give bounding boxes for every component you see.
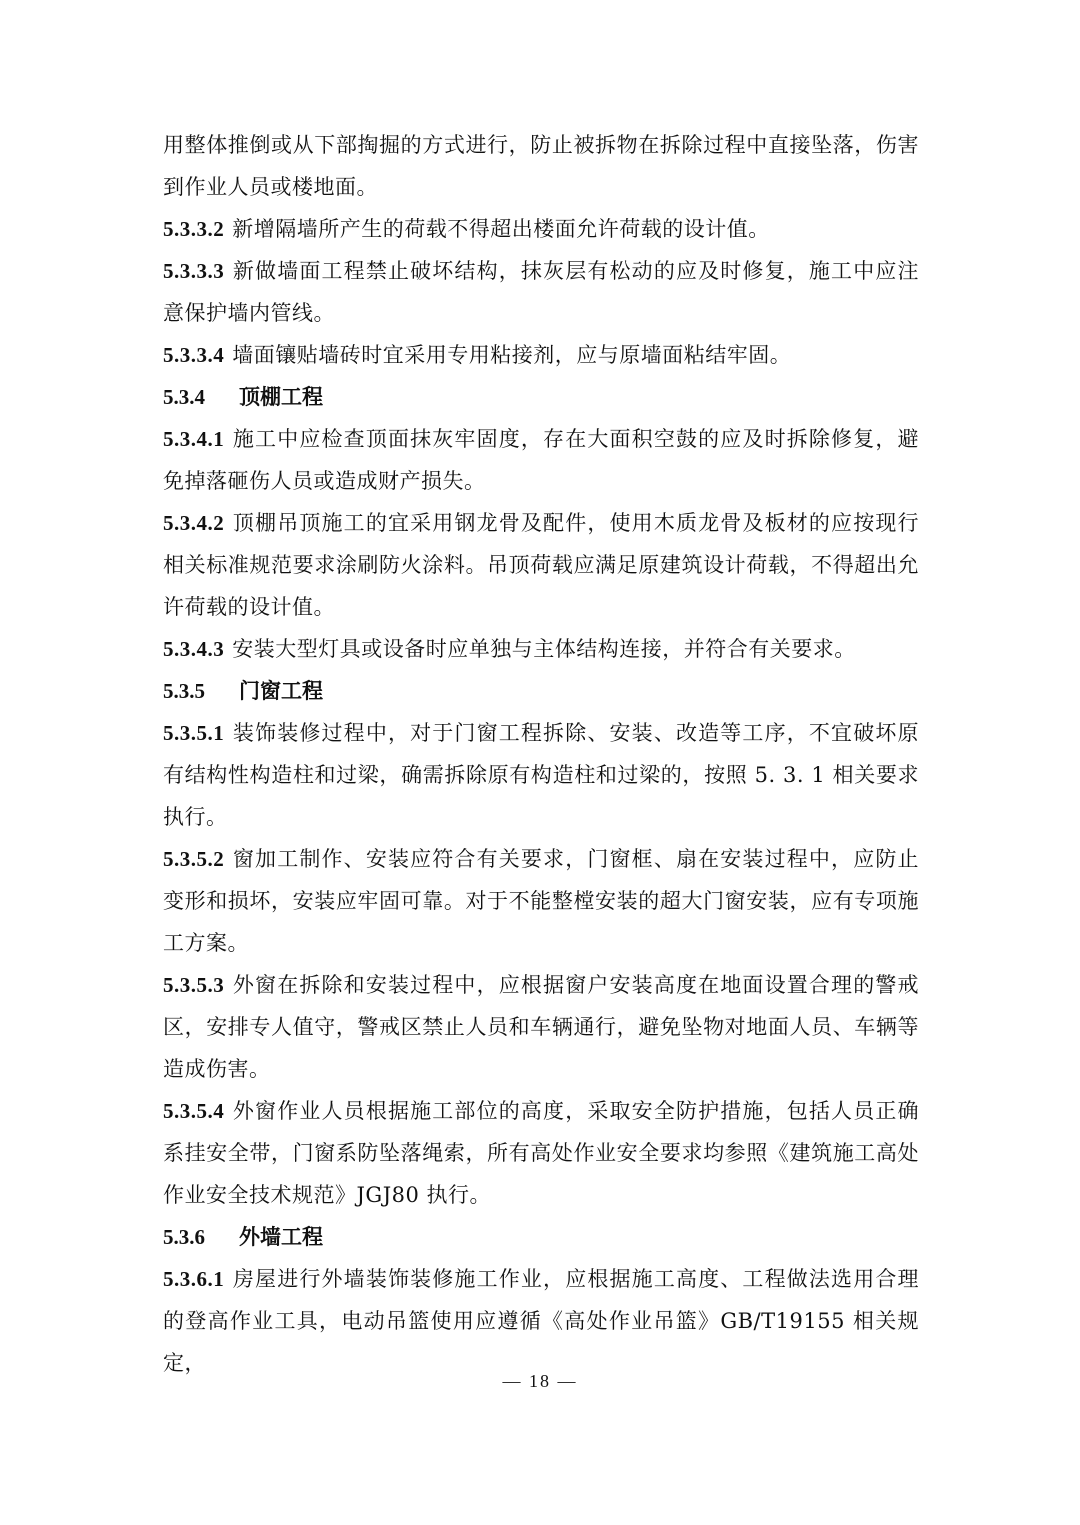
clause-number: 5.3.5.1: [163, 721, 225, 745]
paragraph-text: 用整体推倒或从下部掏掘的方式进行，防止被拆物在拆除过程中直接坠落，伤害到作业人员或楼地面。: [163, 133, 919, 199]
clause-number: 5.3.5.2: [163, 847, 225, 871]
section-title: 顶棚工程: [239, 385, 323, 409]
clause-text: 外窗作业人员根据施工部位的高度，采取安全防护措施，包括人员正确系挂安全带，门窗系防坠落绳索，所有高处作业安全要求均参照《建筑施工高处作业安全技术规范》JGJ80 执行。: [163, 1099, 919, 1207]
clause-text: 新增隔墙所产生的荷载不得超出楼面允许荷载的设计值。: [232, 217, 770, 241]
clause-5-3-3-2: [163, 208, 919, 250]
clause-5-3-6-1: [163, 1258, 919, 1384]
clause-5-3-5-3: [163, 964, 919, 1090]
section-number: 5.3.4: [163, 385, 205, 409]
clause-text: 装饰装修过程中，对于门窗工程拆除、安装、改造等工序，不宜破坏原有结构性构造柱和过梁，确需拆除原有构造柱和过梁的，按照 5. 3. 1 相关要求执行。: [163, 721, 919, 829]
clause-text: 房屋进行外墙装饰装修施工作业，应根据施工高度、工程做法选用合理的登高作业工具，电动吊篮使用应遵循《高处作业吊篮》GB/T19155 相关规定，: [163, 1267, 919, 1375]
document-page: [163, 124, 919, 1384]
clause-5-3-5-1: [163, 712, 919, 838]
clause-number: 5.3.3.3: [163, 259, 225, 283]
section-title: 门窗工程: [239, 679, 323, 703]
clause-5-3-4-1: [163, 418, 919, 502]
clause-number: 5.3.6.1: [163, 1267, 225, 1291]
clause-text: 施工中应检查顶面抹灰牢固度，存在大面积空鼓的应及时拆除修复，避免掉落砸伤人员或造成财产损失。: [163, 427, 919, 493]
clause-5-3-5-2: [163, 838, 919, 964]
section-number: 5.3.6: [163, 1225, 205, 1249]
section-title: 外墙工程: [239, 1225, 323, 1249]
clause-text: 安装大型灯具或设备时应单独与主体结构连接，并符合有关要求。: [232, 637, 856, 661]
clause-number: 5.3.4.3: [163, 637, 225, 661]
section-number: 5.3.5: [163, 679, 205, 703]
clause-5-3-4-2: [163, 502, 919, 628]
clause-text: 墙面镶贴墙砖时宜采用专用粘接剂，应与原墙面粘结牢固。: [232, 343, 792, 367]
clause-number: 5.3.4.1: [163, 427, 225, 451]
clause-number: 5.3.5.3: [163, 973, 225, 997]
clause-text: 外窗在拆除和安装过程中，应根据窗户安装高度在地面设置合理的警戒区，安排专人值守，警戒区禁止人员和车辆通行，避免坠物对地面人员、车辆等造成伤害。: [163, 973, 919, 1081]
clause-number: 5.3.5.4: [163, 1099, 225, 1123]
clause-5-3-3-3: [163, 250, 919, 334]
clause-text: 顶棚吊顶施工的宜采用钢龙骨及配件，使用木质龙骨及板材的应按现行相关标准规范要求涂刷防火涂料。吊顶荷载应满足原建筑设计荷载，不得超出允许荷载的设计值。: [163, 511, 919, 619]
clause-number: 5.3.3.2: [163, 217, 225, 241]
clause-5-3-5-4: [163, 1090, 919, 1216]
clause-5-3-3-4: [163, 334, 919, 376]
page-number: — 18 —: [502, 1371, 578, 1391]
clause-number: 5.3.3.4: [163, 343, 225, 367]
clause-text: 窗加工制作、安装应符合有关要求，门窗框、扇在安装过程中，应防止变形和损坏，安装应牢固可靠。对于不能整樘安装的超大门窗安装，应有专项施工方案。: [163, 847, 919, 955]
clause-number: 5.3.4.2: [163, 511, 225, 535]
clause-5-3-4-3: [163, 628, 919, 670]
clause-text: 新做墙面工程禁止破坏结构，抹灰层有松动的应及时修复，施工中应注意保护墙内管线。: [163, 259, 919, 325]
section-heading-5-3-6: [163, 1216, 919, 1258]
section-heading-5-3-5: [163, 670, 919, 712]
section-heading-5-3-4: [163, 376, 919, 418]
paragraph: [163, 124, 919, 208]
